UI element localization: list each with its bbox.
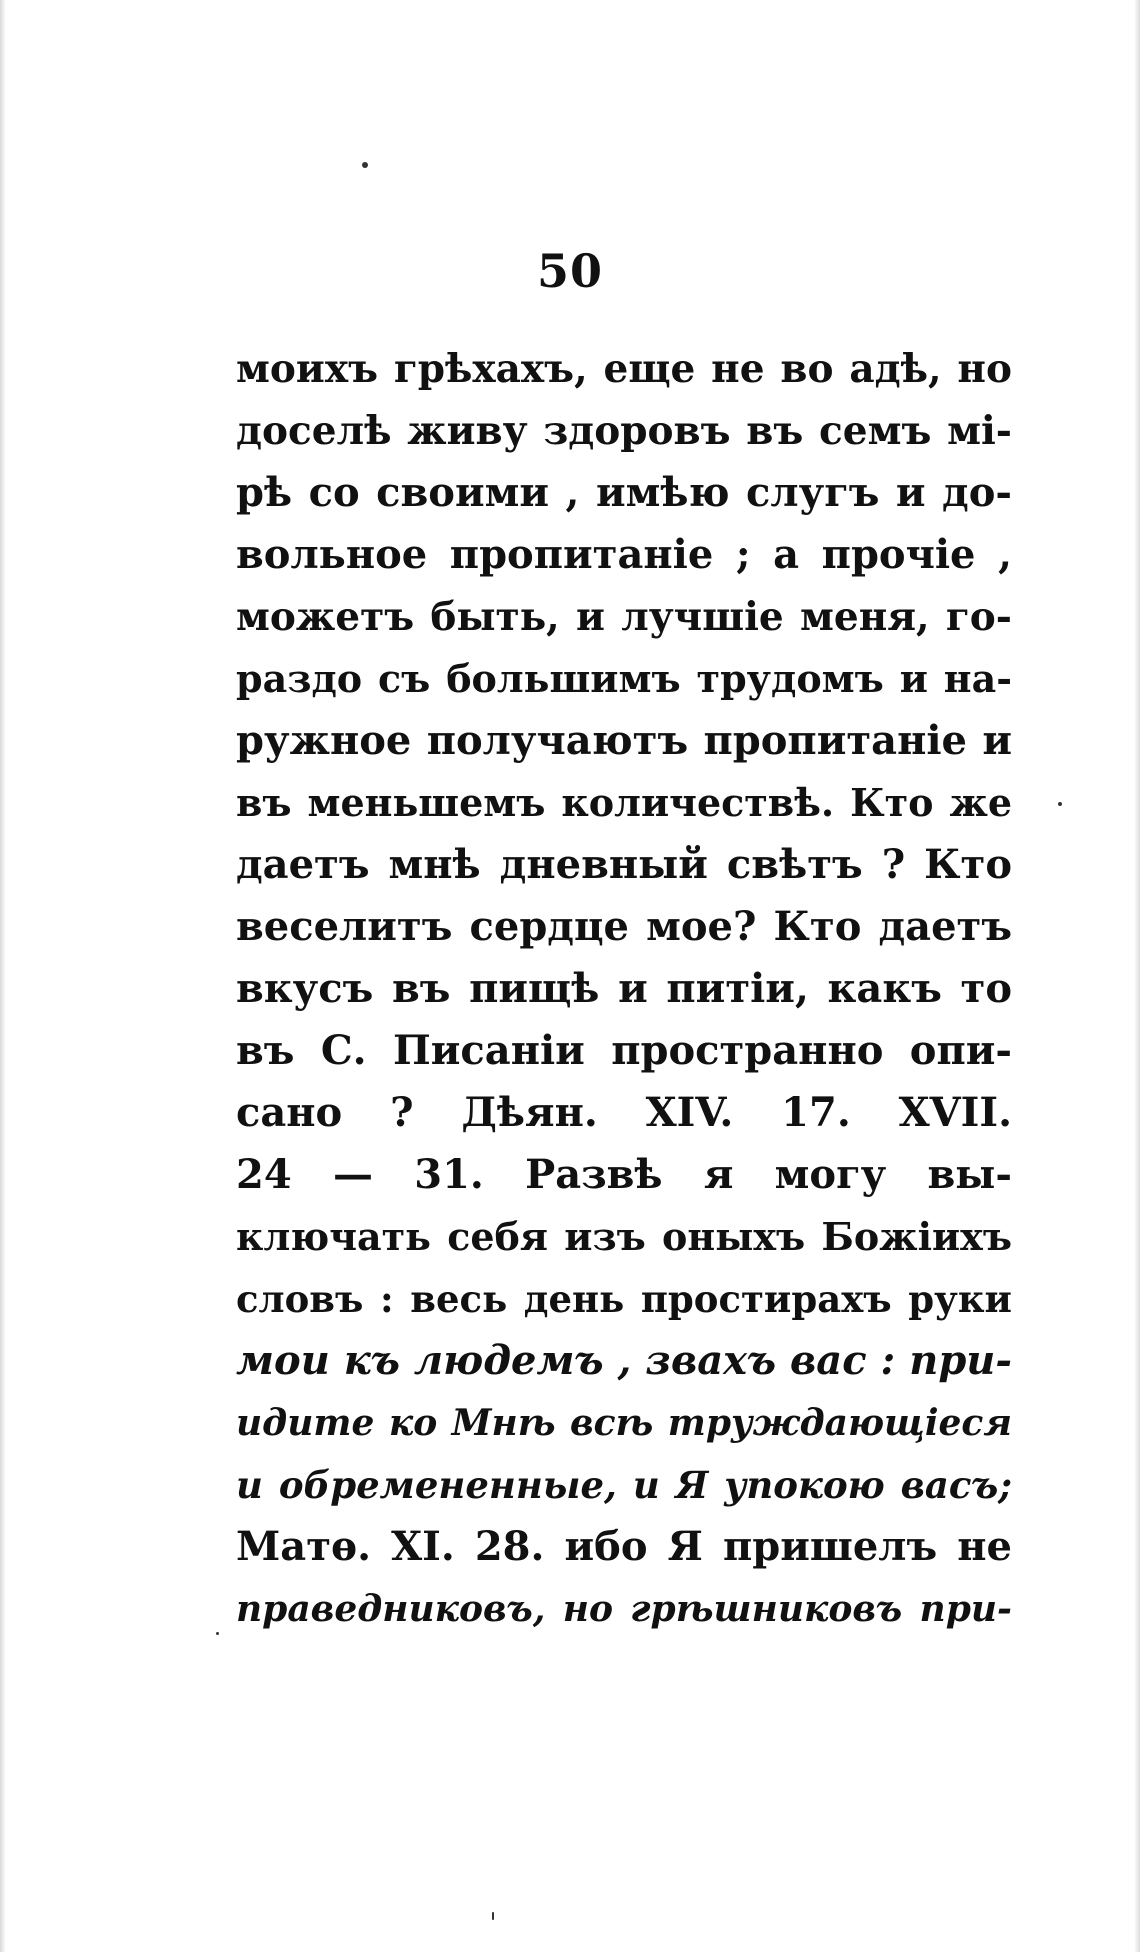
body-text (236, 338, 1012, 1640)
text-line: и обремененные, и Я упокою васъ; (236, 1463, 1012, 1507)
print-speck (1058, 802, 1062, 806)
print-speck (362, 162, 368, 168)
text-line: словъ : весь день простирахъ руки (236, 1277, 1012, 1321)
text-line: доселѣ живу здоровъ въ семъ мі- (236, 408, 1012, 454)
text-line: сано ? Дѣян. XIV. 17. XVII. (236, 1089, 1012, 1136)
text-line: рѣ со своими , имѣю слугъ и до- (236, 469, 1012, 516)
text-line: идите ко Мнѣ всѣ труждающіеся (236, 1402, 1012, 1444)
print-speck (216, 1632, 219, 1635)
text-line: даетъ мнѣ дневный свѣтъ ? Кто (236, 841, 1012, 888)
text-line: моихъ грѣхахъ, еще не во адѣ, но (236, 346, 1012, 392)
text-line: 24 — 31. Развѣ я могу вы- (236, 1151, 1012, 1198)
text-line: веселитъ сердце мое? Кто даетъ (236, 903, 1012, 950)
text-line: праведниковъ, но грѣшниковъ при- (236, 1588, 1012, 1630)
text-line: раздо съ большимъ трудомъ и на- (236, 656, 1012, 701)
text-line: мои къ людемъ , звахъ вас : при- (236, 1337, 1012, 1384)
text-line: въ С. Писаніи пространно опи- (236, 1027, 1012, 1074)
print-speck (492, 1912, 494, 1920)
text-line: въ меньшемъ количествѣ. Кто же (236, 780, 1012, 825)
text-line: можетъ быть, и лучшіе меня, го- (236, 594, 1012, 640)
text-line: вкусъ въ пищѣ и питіи, какъ то (236, 965, 1012, 1012)
text-line: ключать себя изъ оныхъ Божіихъ (236, 1214, 1012, 1259)
text-line: Матѳ. XI. 28. ибо Я пришелъ не (236, 1523, 1012, 1570)
page-number: 50 (536, 244, 603, 298)
text-line: вольное пропитаніе ; а прочіе , (236, 531, 1012, 578)
text-line: ружное получаютъ пропитаніе и (236, 717, 1012, 764)
